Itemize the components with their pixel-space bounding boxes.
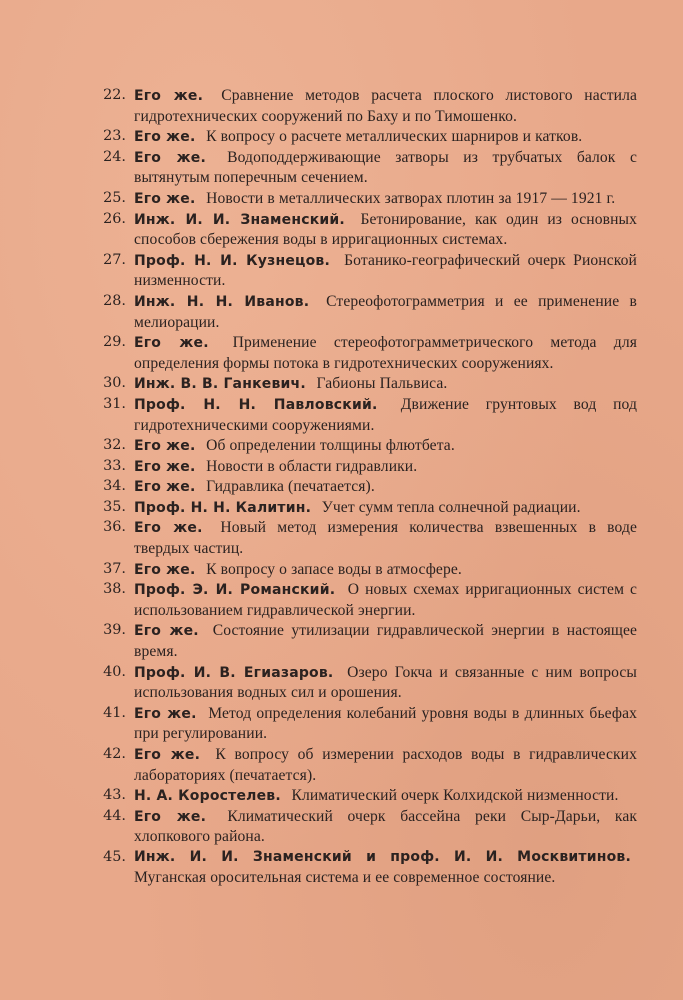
entry-author: Инж. Н. Н. Иванов.: [134, 293, 310, 310]
entry-author: Его же.: [134, 458, 196, 475]
entry-text: [134, 374, 637, 395]
entry-title: К вопросу о запасе воды в атмосфере.: [206, 560, 462, 578]
entry-number: 41.: [103, 704, 126, 721]
list-item: [92, 86, 637, 127]
entry-number: 25.: [103, 189, 126, 206]
entry-author: Его же.: [134, 149, 207, 166]
list-item: [92, 704, 637, 745]
entry-number: 35.: [103, 498, 126, 515]
entry-author: Его же.: [134, 520, 203, 537]
list-item: [92, 518, 637, 559]
entry-title: Габионы Пальвиса.: [316, 375, 448, 393]
entry-author: Его же.: [134, 561, 196, 578]
list-item: [92, 807, 637, 848]
entry-title: Метод определения колебаний уровня воды в длинных бьефах при регулировании.: [134, 704, 637, 743]
entry-title: Ботанико-географический очерк Рионской низменности.: [134, 251, 637, 290]
entry-number: 43.: [103, 787, 126, 804]
entry-text: [134, 251, 637, 292]
list-item: [92, 663, 637, 704]
entry-number: 44.: [103, 807, 126, 824]
entry-number: 40.: [103, 663, 126, 680]
entry-number: 37.: [103, 560, 126, 577]
entry-title: Об определении толщины флютбета.: [206, 437, 455, 455]
list-item: [92, 498, 637, 519]
list-item: [92, 210, 637, 251]
list-item: [92, 560, 637, 581]
entry-title: Озеро Гокча и связанные с ним вопросы использования водных сил и орошения.: [134, 663, 637, 702]
entry-number: 28.: [103, 292, 126, 309]
entry-number: 23.: [103, 128, 126, 145]
entry-author: Проф. И. В. Егиазаров.: [134, 664, 334, 681]
entry-title: О новых схемах ирригационных систем с использованием гидравлической энергии.: [134, 581, 638, 619]
entry-number: 36.: [103, 519, 126, 536]
entry-text: [134, 663, 637, 704]
entry-number: 31.: [103, 395, 126, 412]
entry-title: Сравнение методов расчета плоского листового настила гидротехнических сооружений по Баху и по Тимошенко.: [134, 87, 638, 125]
list-item: [92, 395, 637, 436]
entry-author: Его же.: [134, 190, 196, 207]
entry-author: Его же.: [134, 808, 207, 825]
entry-text: [134, 436, 637, 457]
entry-author: Н. А. Коростелев.: [134, 788, 281, 805]
entry-text: [134, 148, 637, 189]
entry-title: Учет сумм тепла солнечной радиации.: [321, 498, 581, 516]
entry-author: Проф. Н. Н. Павловский.: [134, 396, 378, 413]
entry-number: 30.: [103, 375, 126, 392]
entry-number: 24.: [103, 148, 126, 165]
list-item: [92, 148, 637, 189]
list-item: [92, 848, 637, 888]
list-item: [92, 580, 637, 621]
entry-number: 42.: [103, 746, 126, 762]
entry-text: [134, 560, 637, 581]
entry-author: Его же.: [134, 623, 199, 640]
list-item: [92, 189, 637, 210]
list-item: [92, 436, 637, 457]
entry-title: К вопросу об измерении расходов воды в гидравлических лабораториях (печатается).: [134, 746, 638, 784]
entry-title: Климатический очерк бассейна реки Сыр-Дарьи, как хлопкового района.: [134, 807, 638, 846]
entry-title: Состояние утилизации гидравлической энергии в настоящее время.: [134, 622, 638, 661]
entry-text: [134, 745, 637, 786]
entry-text: [134, 86, 637, 127]
entry-author: Его же.: [134, 705, 197, 722]
list-item: [92, 374, 637, 395]
entry-title: Новости в области гидравлики.: [206, 457, 418, 475]
entry-text: [134, 333, 637, 374]
list-item: [92, 457, 637, 478]
entry-text: [134, 127, 637, 148]
entry-text: [134, 210, 637, 251]
entry-text: [134, 621, 637, 662]
entry-author: Его же.: [134, 335, 209, 352]
entry-author: Инж. В. В. Ганкевич.: [134, 376, 306, 393]
entry-author: Проф. Н. И. Кузнецов.: [134, 252, 331, 269]
entry-number: 45.: [103, 848, 126, 865]
entry-author: Инж. И. И. Знаменский и проф. И. И. Москвитинов.: [134, 848, 631, 865]
entry-text: [134, 848, 637, 888]
entry-author: Его же.: [134, 479, 196, 496]
entry-text: [134, 457, 637, 478]
entry-title: Применение стереофотограмметрического метода для определения формы потока в гидротехнических сооружениях.: [134, 334, 637, 372]
entry-title: Новости в металлических затворах плотин за 1917 — 1921 г.: [206, 189, 616, 207]
list-item: [92, 477, 637, 498]
entry-author: Его же.: [134, 438, 196, 455]
entry-title: Новый метод измерения количества взвешенных в воде твердых частиц.: [134, 519, 638, 558]
list-item: [92, 127, 637, 148]
entry-text: [134, 704, 637, 745]
entry-text: [134, 292, 637, 333]
entry-title: Бетонирование, как один из основных способов сбережения воды в ирригационных системах.: [134, 210, 637, 249]
entry-title: Стереофотограмметрия и ее применение в мелиорации.: [134, 292, 637, 331]
list-item: [92, 251, 637, 292]
entry-text: [134, 786, 637, 807]
entry-title: Климатический очерк Колхидской низменности.: [291, 787, 619, 805]
entry-title: К вопросу о расчете металлических шарниров и катков.: [206, 128, 583, 146]
publication-list: [92, 86, 637, 888]
entry-text: [134, 395, 637, 436]
list-item: [92, 333, 637, 374]
entry-text: [134, 498, 637, 519]
entry-number: 39.: [103, 622, 126, 639]
entry-number: 33.: [103, 457, 126, 474]
entry-title: Движение грунтовых вод под гидротехническими сооружениями.: [134, 395, 638, 434]
entry-text: [134, 807, 637, 848]
entry-text: [134, 477, 637, 498]
entry-title: Водоподдерживающие затворы из трубчатых балок с вытянутым поперечным сечением.: [134, 148, 637, 187]
entry-title: Гидравлика (печатается).: [206, 478, 375, 496]
entry-author: Проф. Э. И. Романский.: [134, 582, 336, 599]
entry-title: Муганская оросительная система и ее современное состояние.: [134, 868, 556, 886]
entry-text: [134, 518, 637, 559]
entry-author: Проф. Н. Н. Калитин.: [134, 499, 312, 516]
entry-number: 29.: [103, 334, 126, 351]
entry-number: 27.: [103, 251, 126, 268]
list-item: [92, 786, 637, 807]
entry-number: 22.: [103, 87, 126, 103]
entry-number: 34.: [103, 478, 126, 495]
entry-number: 26.: [103, 210, 126, 227]
list-item: [92, 621, 637, 662]
entry-number: 38.: [103, 581, 126, 598]
list-item: [92, 292, 637, 333]
entry-author: Его же.: [134, 129, 196, 146]
entry-number: 32.: [103, 437, 126, 454]
entry-author: Инж. И. И. Знаменский.: [134, 211, 345, 228]
entry-author: Его же.: [134, 747, 201, 763]
entry-text: [134, 189, 637, 210]
entry-author: Его же.: [134, 88, 204, 104]
list-item: [92, 745, 637, 786]
entry-text: [134, 580, 637, 621]
